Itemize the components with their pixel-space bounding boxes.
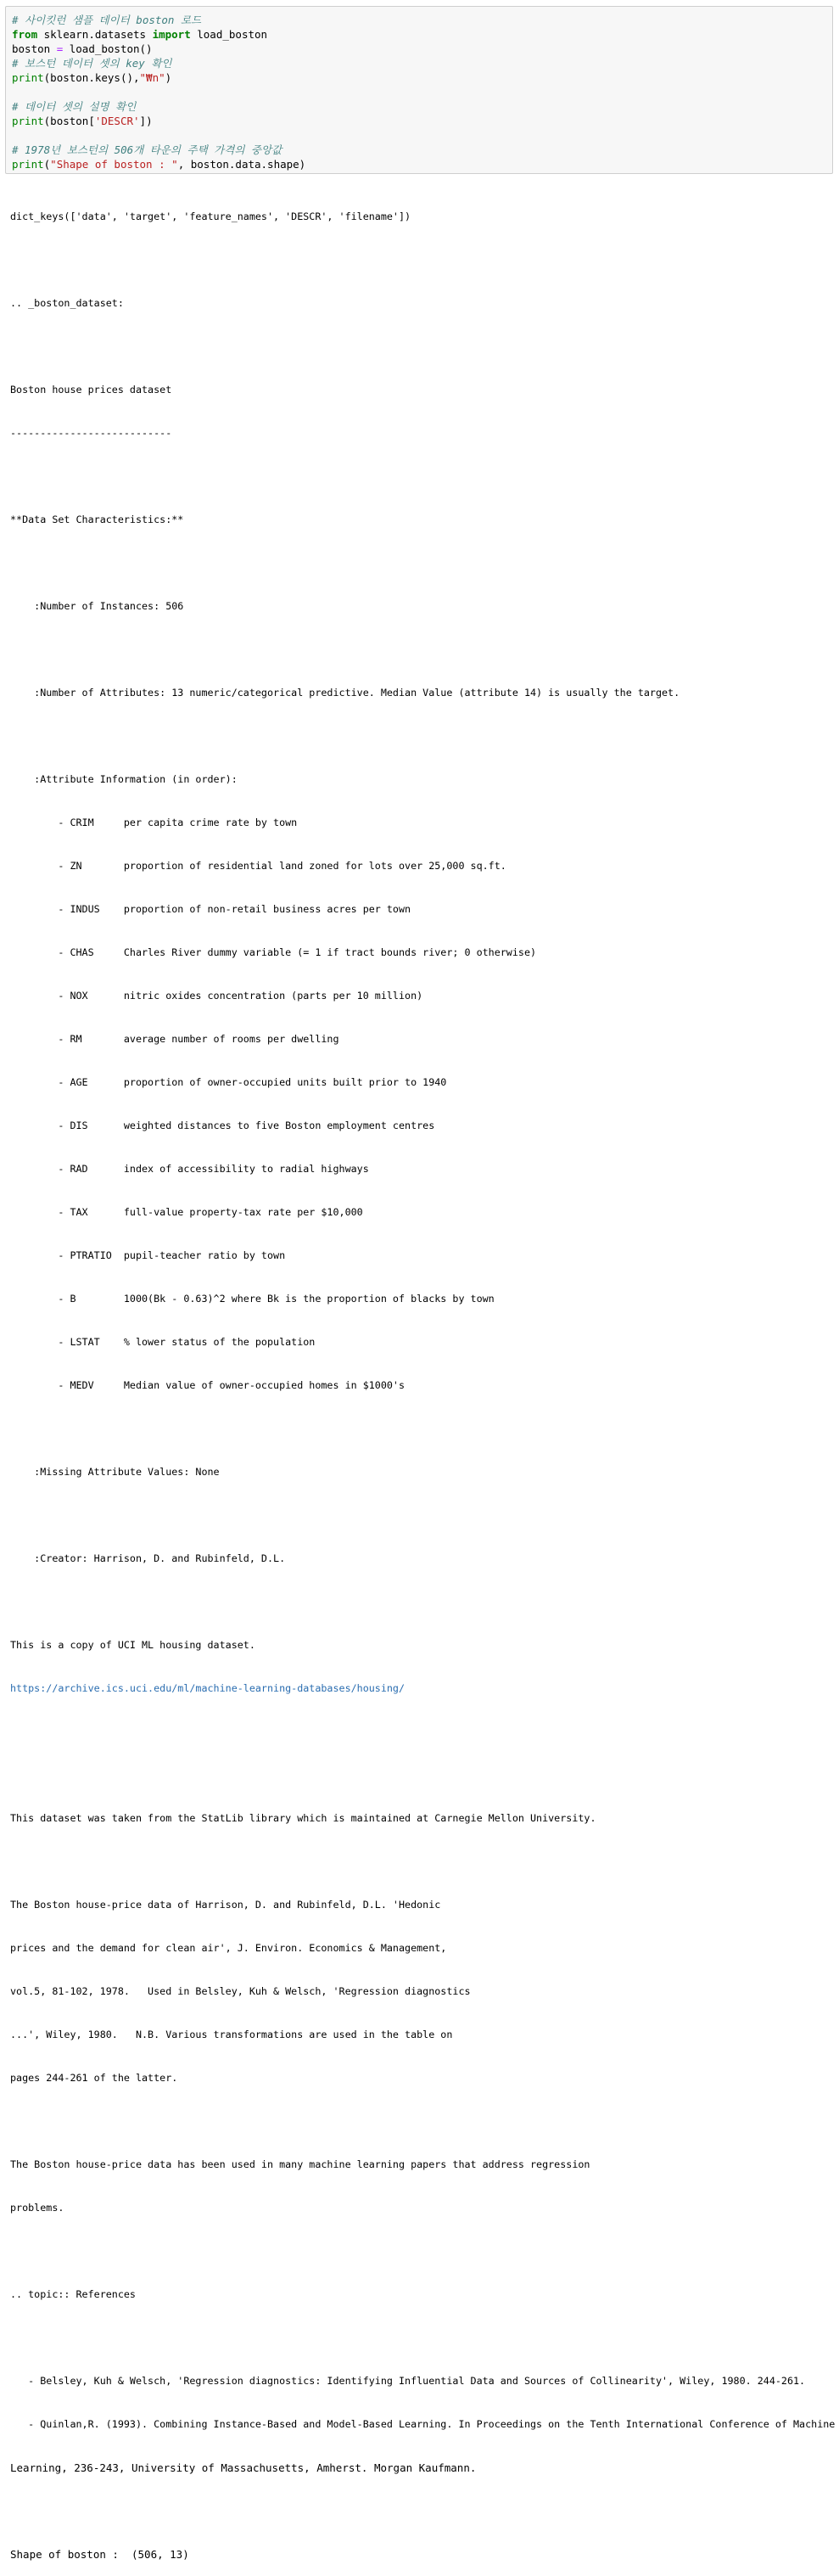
output-line — [10, 1725, 835, 1739]
output-line: The Boston house-price data of Harrison, D. and Rubinfeld, D.L. 'Hedonic — [10, 1899, 441, 1911]
code-text: boston — [12, 42, 57, 55]
output-line: **Data Set Characteristics:** — [10, 514, 184, 525]
code-comment: # 사이킷런 샘플 데이터 boston 로드 — [12, 14, 202, 26]
code-cell-input[interactable] — [5, 6, 833, 174]
output-line — [10, 1422, 835, 1436]
code-text: (boston.keys(), — [43, 71, 140, 84]
output-line: - PTRATIO pupil-teacher ratio by town — [10, 1249, 286, 1261]
output-line — [10, 2244, 835, 2259]
code-editor[interactable] — [12, 13, 305, 171]
code-text: ]) — [139, 115, 153, 127]
code-text: (boston[ — [43, 115, 95, 127]
code-comment: # 보스턴 데이터 셋의 key 확인 — [12, 57, 172, 70]
output-line: problems. — [10, 2202, 64, 2214]
output-line: - CRIM per capita crime rate by town — [10, 817, 298, 828]
dataset-url-link[interactable]: https://archive.ics.uci.edu/ml/machine-learning-databases/housing/ — [10, 1682, 406, 1694]
output-line: The Boston house-price data has been used in many machine learning papers that address regression — [10, 2158, 590, 2170]
code-text: ( — [43, 158, 51, 171]
code-line-3 — [12, 42, 305, 56]
output-line — [10, 469, 835, 484]
output-line: prices and the demand for clean air', J. Environ. Economics & Management, — [10, 1942, 447, 1954]
output-line: - RAD index of accessibility to radial highways — [10, 1163, 369, 1175]
output-line: - CHAS Charles River dummy variable (= 1 if tract bounds river; 0 otherwise) — [10, 946, 537, 958]
code-operator: = — [56, 42, 64, 55]
code-line-10 — [12, 143, 305, 157]
output-line: :Creator: Harrison, D. and Rubinfeld, D.L. — [10, 1552, 286, 1564]
output-line — [10, 643, 835, 657]
code-line-9 — [12, 128, 305, 143]
code-string: "Shape of boston : " — [50, 158, 178, 171]
output-line — [10, 556, 835, 570]
output-line: pages 244-261 of the latter. — [10, 2072, 178, 2084]
output-line: - Quinlan,R. (1993). Combining Instance-Based and Model-Based Learning. In Proceedings on the Tenth International Conference of Machine — [10, 2418, 836, 2430]
code-text: load_boston() — [63, 42, 153, 55]
output-line — [10, 2114, 835, 2129]
output-line — [10, 2504, 835, 2518]
output-line: Boston house prices dataset — [10, 384, 172, 396]
code-builtin: print — [12, 71, 44, 84]
output-line: - AGE proportion of owner-occupied units built prior to 1940 — [10, 1076, 447, 1088]
code-line-8 — [12, 114, 305, 128]
output-line — [10, 1768, 835, 1782]
output-line: :Attribute Information (in order): — [10, 773, 238, 785]
output-line: --------------------------- — [10, 427, 172, 439]
output-line: dict_keys(['data', 'target', 'feature_names', 'DESCR', 'filename']) — [10, 210, 411, 222]
cell-output — [10, 181, 835, 2576]
code-comment: # 데이터 셋의 설명 확인 — [12, 100, 137, 113]
code-string: 'DESCR' — [94, 115, 140, 127]
code-text: sklearn.datasets — [37, 28, 153, 41]
output-line — [10, 253, 835, 267]
output-line: Shape of boston : (506, 13) — [10, 2548, 189, 2561]
code-comment: # 1978년 보스턴의 506개 타운의 주택 가격의 중앙값 — [12, 143, 282, 156]
output-line: - LSTAT % lower status of the population — [10, 1336, 316, 1348]
code-builtin: print — [12, 115, 44, 127]
output-line: - DIS weighted distances to five Boston employment centres — [10, 1120, 435, 1131]
output-line: - RM average number of rooms per dwelling — [10, 1033, 339, 1045]
code-line-11 — [12, 157, 305, 171]
output-line: - INDUS proportion of non-retail business acres per town — [10, 903, 411, 915]
code-line-1 — [12, 13, 305, 27]
output-line: - B 1000(Bk - 0.63)^2 where Bk is the proportion of blacks by town — [10, 1293, 495, 1305]
code-line-5 — [12, 70, 305, 85]
output-line: - ZN proportion of residential land zoned for lots over 25,000 sq.ft. — [10, 860, 506, 872]
code-keyword: import — [152, 28, 191, 41]
output-line: .. topic:: References — [10, 2288, 136, 2300]
code-line-2 — [12, 27, 305, 42]
code-line-6 — [12, 85, 305, 99]
output-line: .. _boston_dataset: — [10, 297, 124, 309]
output-line: ...', Wiley, 1980. N.B. Various transformations are used in the table on — [10, 2029, 453, 2040]
output-line — [10, 340, 835, 354]
output-line: This is a copy of UCI ML housing dataset. — [10, 1639, 255, 1651]
output-line: :Missing Attribute Values: None — [10, 1466, 220, 1478]
output-line: This dataset was taken from the StatLib library which is maintained at Carnegie Mellon University. — [10, 1812, 596, 1824]
output-line — [10, 1508, 835, 1523]
code-builtin: print — [12, 158, 44, 171]
code-text: ) — [165, 71, 172, 84]
output-line: :Number of Instances: 506 — [10, 600, 184, 612]
output-line: :Number of Attributes: 13 numeric/categorical predictive. Median Value (attribute 14) is usually the target. — [10, 687, 680, 699]
code-string: "₩n" — [139, 71, 165, 84]
code-line-7 — [12, 99, 305, 114]
output-line — [10, 1595, 835, 1609]
code-line-4 — [12, 56, 305, 70]
output-line: vol.5, 81-102, 1978. Used in Belsley, Kuh & Welsch, 'Regression diagnostics — [10, 1985, 471, 1997]
code-keyword: from — [12, 28, 38, 41]
output-line: - TAX full-value property-tax rate per $10,000 — [10, 1206, 363, 1218]
output-line: Learning, 236-243, University of Massachusetts, Amherst. Morgan Kaufmann. — [10, 2461, 477, 2474]
code-text: load_boston — [190, 28, 268, 41]
code-text: , boston.data.shape) — [177, 158, 306, 171]
output-line: - MEDV Median value of owner-occupied homes in $1000's — [10, 1379, 406, 1391]
output-line — [10, 2331, 835, 2345]
output-line — [10, 1855, 835, 1869]
output-line: - Belsley, Kuh & Welsch, 'Regression diagnostics: Identifying Influential Data and Sources of Collinearity', Wiley, 1980. 244-261. — [10, 2375, 806, 2387]
output-line — [10, 729, 835, 744]
output-line: - NOX nitric oxides concentration (parts per 10 million) — [10, 990, 423, 1002]
